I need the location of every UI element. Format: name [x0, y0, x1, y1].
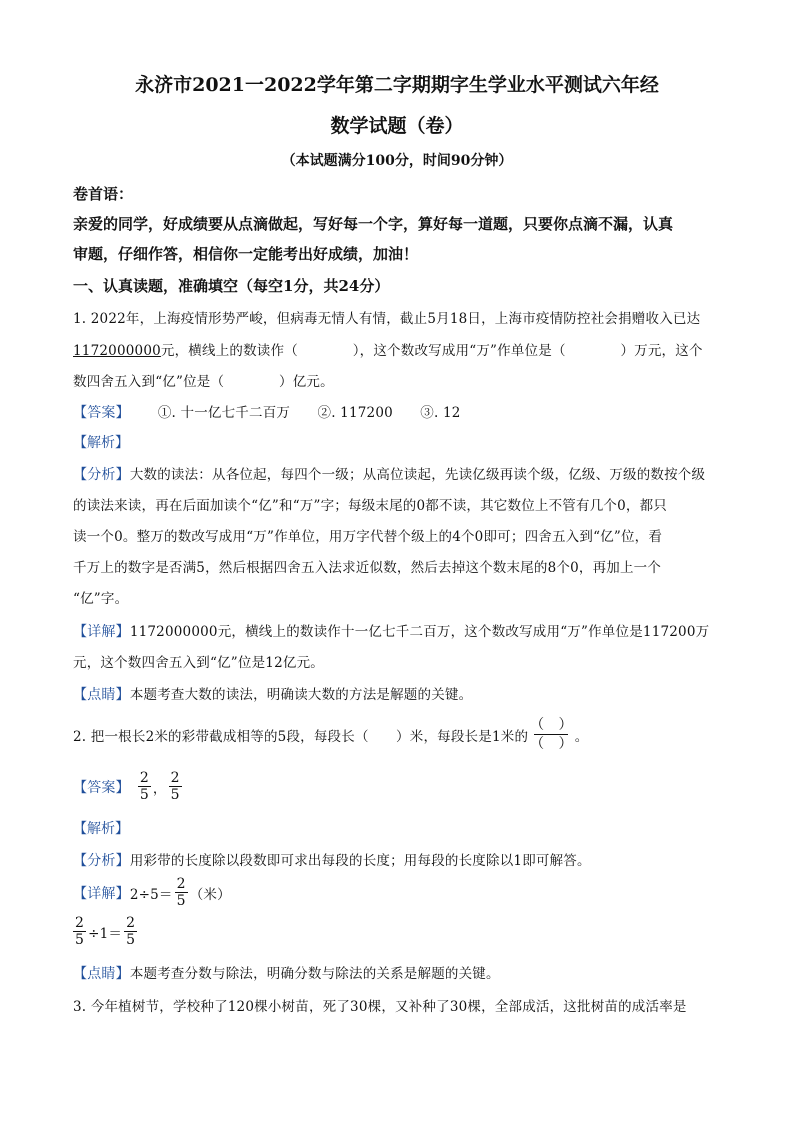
q2-xiangjie-fraction	[175, 876, 188, 909]
q1-line2-rest: 元，横线上的数读作（ ），这个数改写成用“万”作单位是（ ）万元，这个	[160, 343, 703, 359]
denominator: 5	[139, 787, 149, 803]
answer-tag: 【答案】	[73, 779, 130, 796]
page-title: 永济市2021一2022学年第二字期期字生学业水平测试六年经	[135, 74, 659, 96]
xiangjie-tag: 【详解】	[73, 624, 130, 640]
q3-line1: 3. 今年植树节，学校种了120棵小树苗，死了30棵，又补种了30棵，全部成活，这批树苗的成活率是	[73, 999, 687, 1015]
numerator: 2	[170, 770, 180, 786]
q2-xiangjie-line2	[73, 915, 139, 948]
numerator: 2	[126, 915, 136, 931]
q2-blank-fraction	[530, 716, 573, 753]
q1-line1: 1. 2022年，上海疫情形势严峻，但病毒无情人有情，截止5月18日，上海市疫情防控社会捐赠收入已达	[73, 311, 701, 327]
fenxi-tag: 【分析】	[73, 853, 130, 869]
q2-xiangjie2-op: ÷1＝	[88, 925, 123, 942]
q1-fenxi-text1: 大数的读法：从各位起，每四个一级；从高位读起，先读亿级再读个级，亿级、万级的数按个级	[129, 467, 706, 483]
denominator: 5	[176, 893, 186, 909]
xiangjie-tag: 【详解】	[73, 885, 130, 902]
q1-dianjing	[73, 683, 472, 704]
q1-dianjing-text: 本题考查大数的读法，明确读大数的方法是解题的关键。	[129, 687, 473, 703]
answer-tag: 【答案】	[73, 405, 130, 421]
q2-xiangjie2-fraction-1	[73, 915, 86, 948]
q1-answer: ①. 十一亿七千二百万 ②. 117200 ③. 12	[157, 405, 461, 421]
q2-answer-row	[73, 770, 184, 803]
q2-text: 2. 把一根长2米的彩带截成相等的5段，每段长（ ）米，每段长是1米的	[73, 728, 529, 745]
denominator: 5	[75, 932, 85, 948]
preface-label: 卷首语：	[73, 185, 134, 203]
q2-xiangjie-line1	[73, 876, 231, 909]
q2-xiangjie2-fraction-2	[124, 915, 137, 948]
analysis-tag: 【解析】	[73, 821, 129, 837]
q2-end: 。	[574, 728, 589, 745]
dianjing-tag: 【点睛】	[73, 687, 130, 703]
q1-fenxi-line4: 千万上的数字是否满5，然后根据四舍五入法求近似数，然后去掉这个数末尾的8个0，再加上一个	[73, 560, 662, 576]
q1-xiangjie-text1: 1172000000元，横线上的数读作十一亿七千二百万，这个数改写成用“万”作单位是117200万	[129, 624, 710, 640]
q2-blank-numerator: （ ）	[530, 717, 573, 733]
q1-fenxi-line1	[73, 463, 705, 484]
q2-answer-fraction-2	[169, 770, 182, 803]
numerator: 2	[176, 876, 186, 892]
numerator: 2	[139, 770, 149, 786]
page-subtitle: （本试题满分100分，时间90分钟）	[281, 153, 513, 169]
q1-fenxi-line2: 的读法来读，再在后面加读个“亿”和“万”字；每级末尾的0都不读，其它数位上不管有几个0，都只	[73, 498, 667, 514]
q1-xiangjie-line1	[73, 620, 709, 641]
q2-dianjing-text: 本题考查分数与除法，明确分数与除法的关系是解题的关键。	[129, 966, 500, 982]
q1-line2	[73, 339, 703, 359]
q2-line1	[73, 716, 588, 753]
q2-xiangjie-expr: 2÷5＝	[129, 886, 173, 903]
q1-line3: 数四舍五入到“亿”位是（ ）亿元。	[73, 374, 334, 390]
q2-answer-fraction-1	[138, 770, 151, 803]
fenxi-tag: 【分析】	[73, 467, 130, 483]
q1-fenxi-line3: 读一个0。整万的数改写成用“万”作单位，用万字代替个级上的4个0即可；四舍五入到“亿”位，看	[73, 529, 663, 545]
numerator: 2	[75, 915, 85, 931]
denominator: 5	[170, 787, 180, 803]
dianjing-tag: 【点睛】	[73, 966, 130, 982]
q2-fenxi	[73, 849, 591, 870]
q2-blank-denominator: （ ）	[530, 736, 573, 752]
denominator: 5	[126, 932, 136, 948]
page-title-line2: 数学试题（卷）	[330, 115, 464, 137]
preface-text-line2: 审题，仔细作答，相信你一定能考出好成绩，加油！	[73, 245, 419, 263]
preface-text-line1: 亲爱的同学，好成绩要从点滴做起，写好每一个字，算好每一道题，只要你点滴不漏，认真	[73, 215, 674, 233]
q1-number: 1172000000	[73, 343, 161, 359]
q1-xiangjie-line2: 元，这个数四舍五入到“亿”位是12亿元。	[73, 655, 324, 671]
section1-heading: 一、认真读题，准确填空（每空1分，共24分）	[73, 277, 390, 295]
q1-fenxi-line5: “亿”字。	[73, 591, 129, 607]
analysis-tag: 【解析】	[73, 435, 129, 451]
q2-fenxi-text: 用彩带的长度除以段数即可求出每段的长度；用每段的长度除以1即可解答。	[129, 853, 591, 869]
q2-xiangjie-unit: （米）	[189, 886, 231, 903]
q2-answer-separator: ，	[152, 780, 167, 797]
q2-dianjing	[73, 962, 500, 983]
q1-answer-row	[73, 401, 461, 422]
